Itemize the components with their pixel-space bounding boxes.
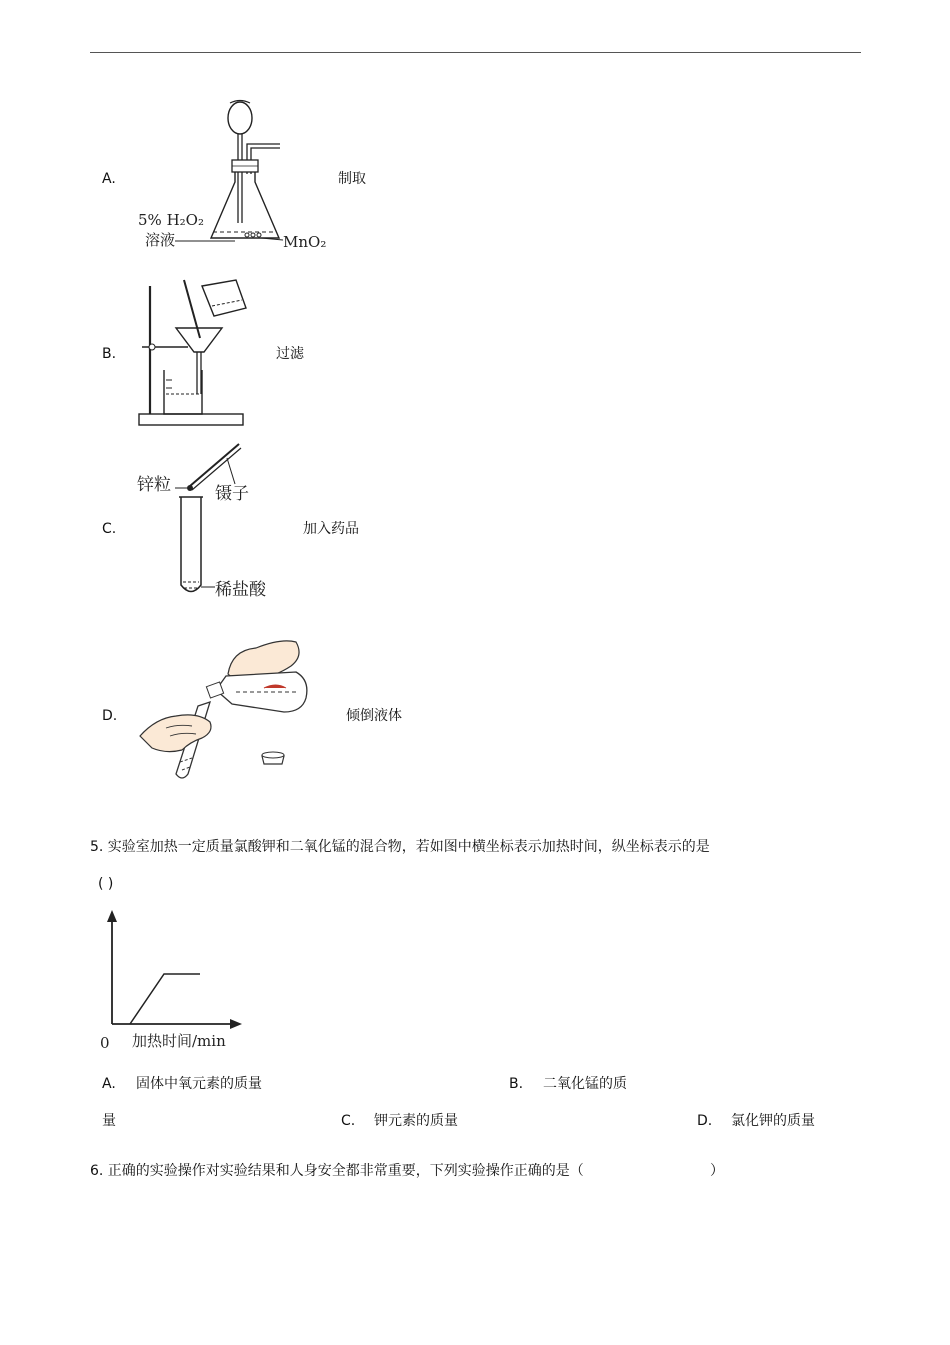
add-zinc-apparatus bbox=[135, 440, 285, 602]
q5-graph bbox=[92, 906, 242, 1054]
filtration-apparatus bbox=[136, 276, 251, 431]
q5-graph-curve bbox=[130, 974, 200, 1024]
option-a-caption: 制取 bbox=[338, 171, 366, 187]
header-rule bbox=[90, 52, 861, 53]
q5-stem: 5. 实验室加热一定质量氯酸钾和二氧化锰的混合物，若如图中横坐标表示加热时间，纵坐标表示的是 bbox=[90, 839, 710, 855]
label-dilute-hcl: 稀盐酸 bbox=[215, 580, 266, 600]
option-d-caption: 倾倒液体 bbox=[346, 708, 402, 724]
option-b-letter: B. bbox=[102, 346, 117, 362]
label-mno2: MnO₂ bbox=[283, 233, 327, 251]
option-b-caption: 过滤 bbox=[276, 346, 304, 362]
q5-option-c-letter: C. bbox=[341, 1113, 356, 1129]
q5-option-a-text: 固体中氧元素的质量 bbox=[136, 1076, 262, 1092]
q5-option-d-letter: D. bbox=[697, 1113, 713, 1129]
q5-option-b-text: 二氧化锰的质 bbox=[543, 1076, 627, 1092]
q5-graph-xlabel: 加热时间/min bbox=[132, 1032, 226, 1050]
q5-option-b-letter: B. bbox=[509, 1076, 524, 1092]
q5-option-a-letter: A. bbox=[102, 1076, 116, 1092]
q6-stem: 6. 正确的实验操作对实验结果和人身安全都非常重要，下列实验操作正确的是（ bbox=[90, 1163, 584, 1179]
label-h2o2: 5% H₂O₂ bbox=[138, 211, 204, 229]
option-c-letter: C. bbox=[102, 521, 117, 537]
option-d-letter: D. bbox=[102, 708, 118, 724]
option-c-caption: 加入药品 bbox=[303, 521, 359, 537]
q5-option-d-text: 氯化钾的质量 bbox=[731, 1113, 815, 1129]
pour-liquid-illustration bbox=[136, 632, 316, 784]
label-solution: 溶液 bbox=[145, 231, 176, 249]
label-zinc: 锌粒 bbox=[137, 475, 171, 495]
label-tweezers: 镊子 bbox=[215, 484, 249, 504]
oxygen-generation-apparatus bbox=[135, 98, 335, 253]
q5-option-c-text: 钾元素的质量 bbox=[374, 1113, 458, 1129]
q6-close-paren: ） bbox=[710, 1163, 724, 1179]
q5-graph-origin: 0 bbox=[100, 1034, 110, 1052]
q5-option-b-text-cont: 量 bbox=[102, 1113, 116, 1129]
q5-answer-paren: ( ) bbox=[98, 876, 114, 892]
option-a-letter: A. bbox=[102, 171, 116, 187]
